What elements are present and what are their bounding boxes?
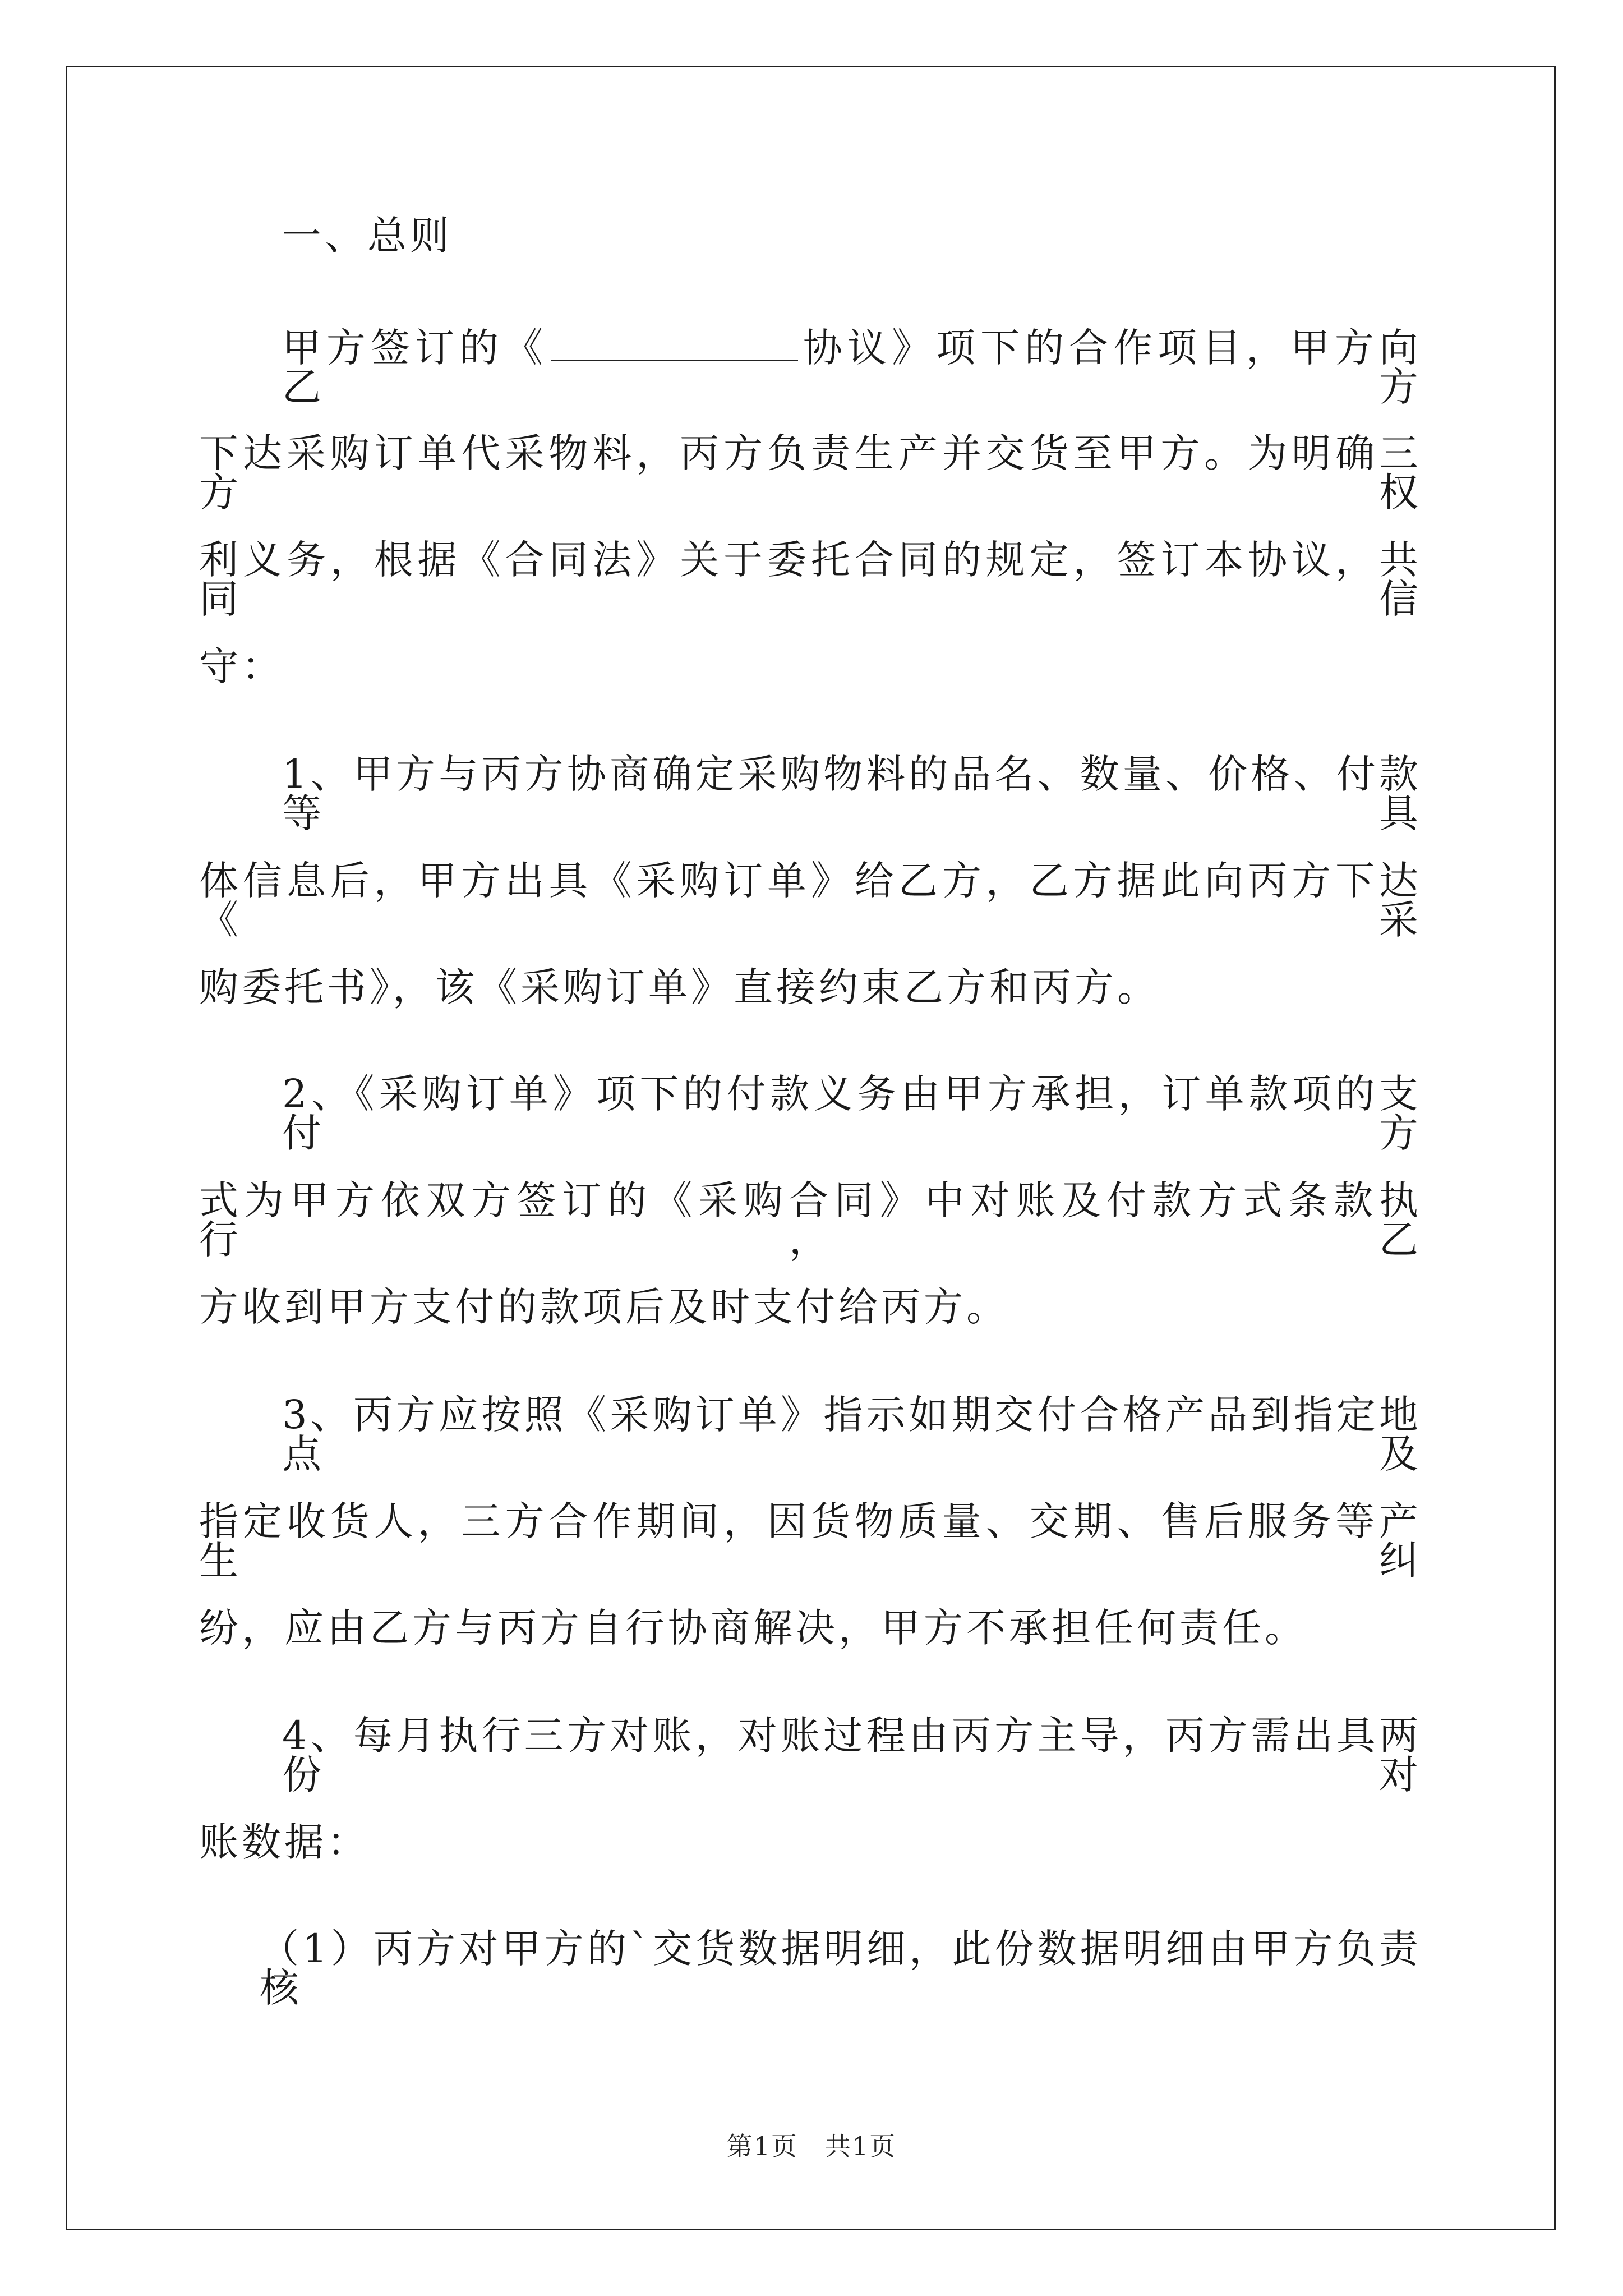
clause-4-line-1: 4、每月执行三方对账，对账过程由丙方主导，丙方需出具两份对 xyxy=(282,1713,1422,1798)
clause-2-line-2: 式为甲方依双方签订的《采购合同》中对账及付款方式条款执行，乙 xyxy=(199,1177,1422,1263)
intro-text-after-blank: 协议》项下的合作项目，甲方向乙方 xyxy=(282,325,1422,410)
intro-line-2: 下达采购订单代采物料，丙方负责生产并交货至甲方。为明确三方权 xyxy=(199,430,1422,516)
intro-line-4: 守： xyxy=(199,643,284,689)
intro-text-before-blank: 甲方签订的《 xyxy=(282,325,548,371)
clause-4-line-2: 账数据： xyxy=(199,1819,370,1865)
clause-2-line-1: 2、《采购订单》项下的付款义务由甲方承担，订单款项的支付方 xyxy=(282,1071,1422,1156)
clause-1-line-3: 购委托书》，该《采购订单》直接约束乙方和丙方。 xyxy=(199,964,1160,1010)
clause-2-line-3: 方收到甲方支付的款项后及时支付给丙方。 xyxy=(199,1284,1009,1330)
clause-3-line-2: 指定收货人，三方合作期间，因货物质量、交期、售后服务等产生纠 xyxy=(199,1498,1422,1584)
clause-3-line-1: 3、丙方应按照《采购订单》指示如期交付合格产品到指定地点及 xyxy=(282,1392,1422,1477)
clause-3-line-3: 纷，应由乙方与丙方自行协商解决，甲方不承担任何责任。 xyxy=(199,1605,1307,1651)
section-heading: 一、总则 xyxy=(282,213,453,259)
subclause-1-line-1: （1）丙方对甲方的`交货数据明细，此份数据明细由甲方负责核 xyxy=(260,1926,1422,2011)
clause-1-line-2: 体信息后，甲方出具《采购订单》给乙方，乙方据此向丙方下达《采 xyxy=(199,858,1422,943)
agreement-name-blank xyxy=(551,327,798,361)
page-number-footer: 第1页 共1页 xyxy=(726,2131,897,2161)
intro-line-3: 利义务，根据《合同法》关于委托合同的规定，签订本协议，共同信 xyxy=(199,537,1422,622)
clause-1-line-1: 1、甲方与丙方协商确定采购物料的品名、数量、价格、付款等具 xyxy=(282,751,1422,836)
intro-line-1 xyxy=(282,325,1422,410)
